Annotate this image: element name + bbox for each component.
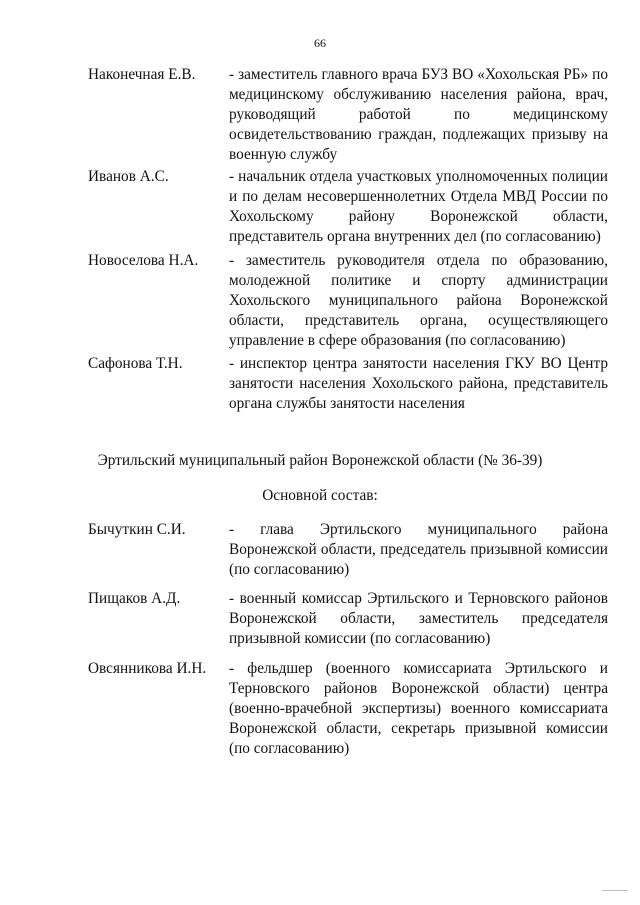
member-name: Наконечная Е.В. <box>88 66 196 83</box>
page-number: 66 <box>314 36 326 50</box>
section-subtitle: Основной состав: <box>262 487 378 504</box>
member-position: - инспектор центра занятости населения ГКУ ВО Центр занятости населения Хохольского района, представитель органа службы занятости населения <box>229 355 608 412</box>
member-entry <box>88 65 608 165</box>
member-position: - военный комиссар Эртильского и Терновского районов Воронежской области, заместитель председателя призывной комиссии (по согласованию) <box>229 590 608 647</box>
member-entry <box>88 520 608 580</box>
scan-edge-mark <box>602 890 628 891</box>
member-entry <box>88 251 608 351</box>
member-entry <box>88 167 608 247</box>
member-entry <box>88 589 608 649</box>
member-name: Новоселова Н.А. <box>88 252 199 269</box>
member-name: Сафонова Т.Н. <box>88 355 183 372</box>
member-entry <box>88 659 608 759</box>
member-name: Пищаков А.Д. <box>88 590 181 607</box>
member-position: - фельдшер (военного комиссариата Эртильского и Терновского районов Воронежской области) центра (военно-врачебной экспертизы) военного комиссариата Воронежской области, секретарь призывной комиссии (по согласованию) <box>229 660 608 757</box>
member-entry <box>88 354 608 414</box>
member-position: - глава Эртильского муниципального района Воронежской области, председатель призывной комиссии (по согласованию) <box>229 521 608 578</box>
member-name: Иванов А.С. <box>88 168 169 185</box>
member-position: - начальник отдела участковых уполномоченных полиции и по делам несовершеннолетних Отдела МВД России по Хохольскому району Воронежской области, представитель органа внутренних дел (по согласованию) <box>229 168 608 245</box>
member-position: - заместитель руководителя отдела по образованию, молодежной политике и спорту администрации Хохольского муниципального района Воронежской области, представитель органа, осуществляющего управление в сфере образования (по согласованию) <box>229 252 608 349</box>
member-position: - заместитель главного врача БУЗ ВО «Хохольская РБ» по медицинскому обслуживанию населения района, врач, руководящий работой по медицинскому освидетельствованию граждан, подлежащих призыву на военную службу <box>229 66 608 163</box>
member-name: Бычуткин С.И. <box>88 521 186 538</box>
section-title: Эртильский муниципальный район Воронежской области (№ 36-39) <box>97 452 543 469</box>
member-name: Овсянникова И.Н. <box>88 660 207 677</box>
